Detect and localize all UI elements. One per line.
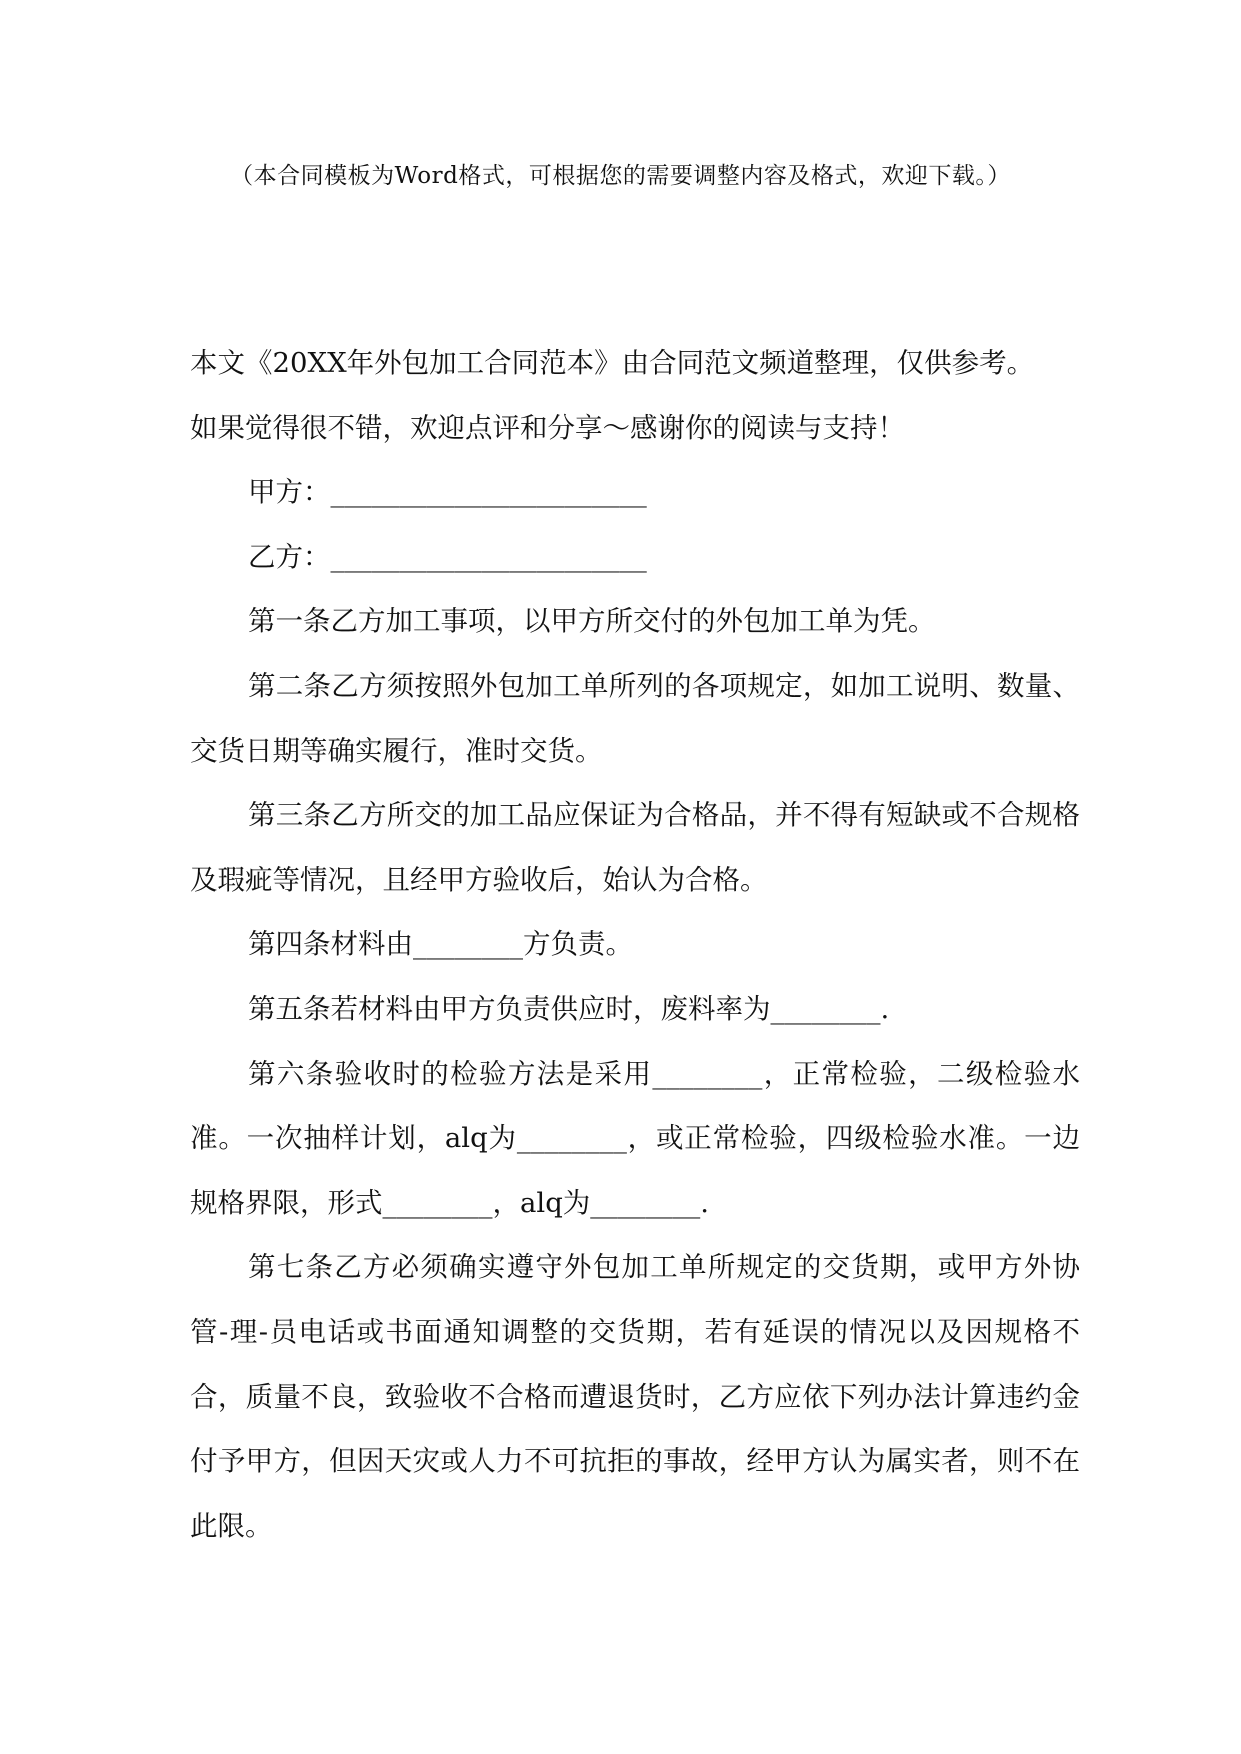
article-7: 第七条乙方必须确实遵守外包加工单所规定的交货期，或甲方外协管-理-员电话或书面通知调整的交货期，若有延误的情况以及因规格不合，质量不良，致验收不合格而遭退货时，乙方应依下列办法计算违约金付予甲方，但因天灾或人力不可抗拒的事故，经甲方认为属实者，则不在此限。 [190,1251,1080,1542]
template-notice: （本合同模板为Word格式，可根据您的需要调整内容及格式，欢迎下载。） [230,163,1011,189]
article-3: 第三条乙方所交的加工品应保证为合格品，并不得有短缺或不合规格及瑕疵等情况，且经甲方验收后，始认为合格。 [190,799,1080,896]
party-a-line: 甲方：_______________________ [248,476,647,509]
intro-line: 本文《20XX年外包加工合同范本》由合同范文频道整理，仅供参考。 [190,347,1035,379]
article-5: 第五条若材料由甲方负责供应时，废料率为________. [248,992,890,1025]
article-2: 第二条乙方须按照外包加工单所列的各项规定，如加工说明、数量、交货日期等确实履行，准时交货。 [190,669,1080,767]
intro-line: 如果觉得很不错，欢迎点评和分享～感谢你的阅读与支持！ [190,411,905,444]
article-6: 第六条验收时的检验方法是采用________，正常检验，二级检验水准。一次抽样计划，alq为________，或正常检验，四级检验水准。一边规格界限，形式________，alq为________. [190,1057,1080,1219]
contract-body [190,331,1080,1558]
article-4: 第四条材料由________方负责。 [248,928,633,961]
party-b-line: 乙方：_______________________ [248,540,647,573]
article-1: 第一条乙方加工事项，以甲方所交付的外包加工单为凭。 [248,605,936,638]
